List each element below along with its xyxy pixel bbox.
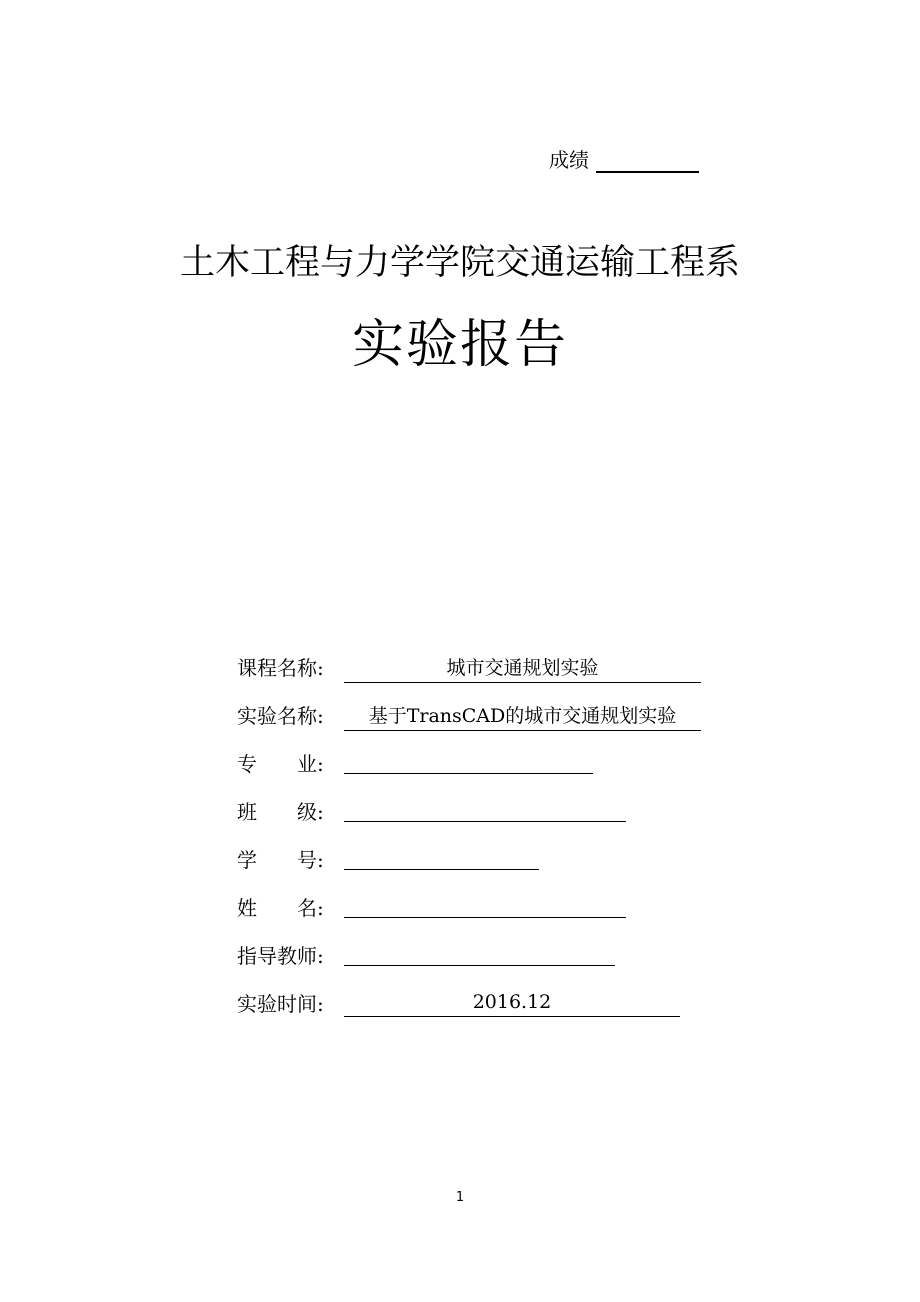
advisor-value [344,937,615,966]
name-label: 姓 名: [237,896,324,920]
class-label: 班 级: [237,800,324,824]
grade-label: 成绩 [549,148,589,172]
course-name-value: 城市交通规划实验 [344,654,701,683]
course-name-label: 课程名称: [237,656,324,680]
page-number: 1 [455,1190,465,1205]
experiment-time-label: 实验时间: [237,992,324,1016]
name-value [344,889,626,918]
grade-blank-line [596,171,699,173]
major-value [344,745,593,774]
report-title: 实验报告 [351,315,568,375]
experiment-time-value: 2016.12 [344,988,680,1017]
advisor-label: 指导教师: [237,944,324,968]
department-title: 土木工程与力学学院交通运输工程系 [179,243,740,283]
class-value [344,793,626,822]
student-id-label: 学 号: [237,848,324,872]
experiment-name-label: 实验名称: [237,704,324,728]
student-id-value [344,841,539,870]
experiment-name-value: 基于TransCAD的城市交通规划实验 [344,702,701,731]
major-label: 专 业: [237,752,324,776]
